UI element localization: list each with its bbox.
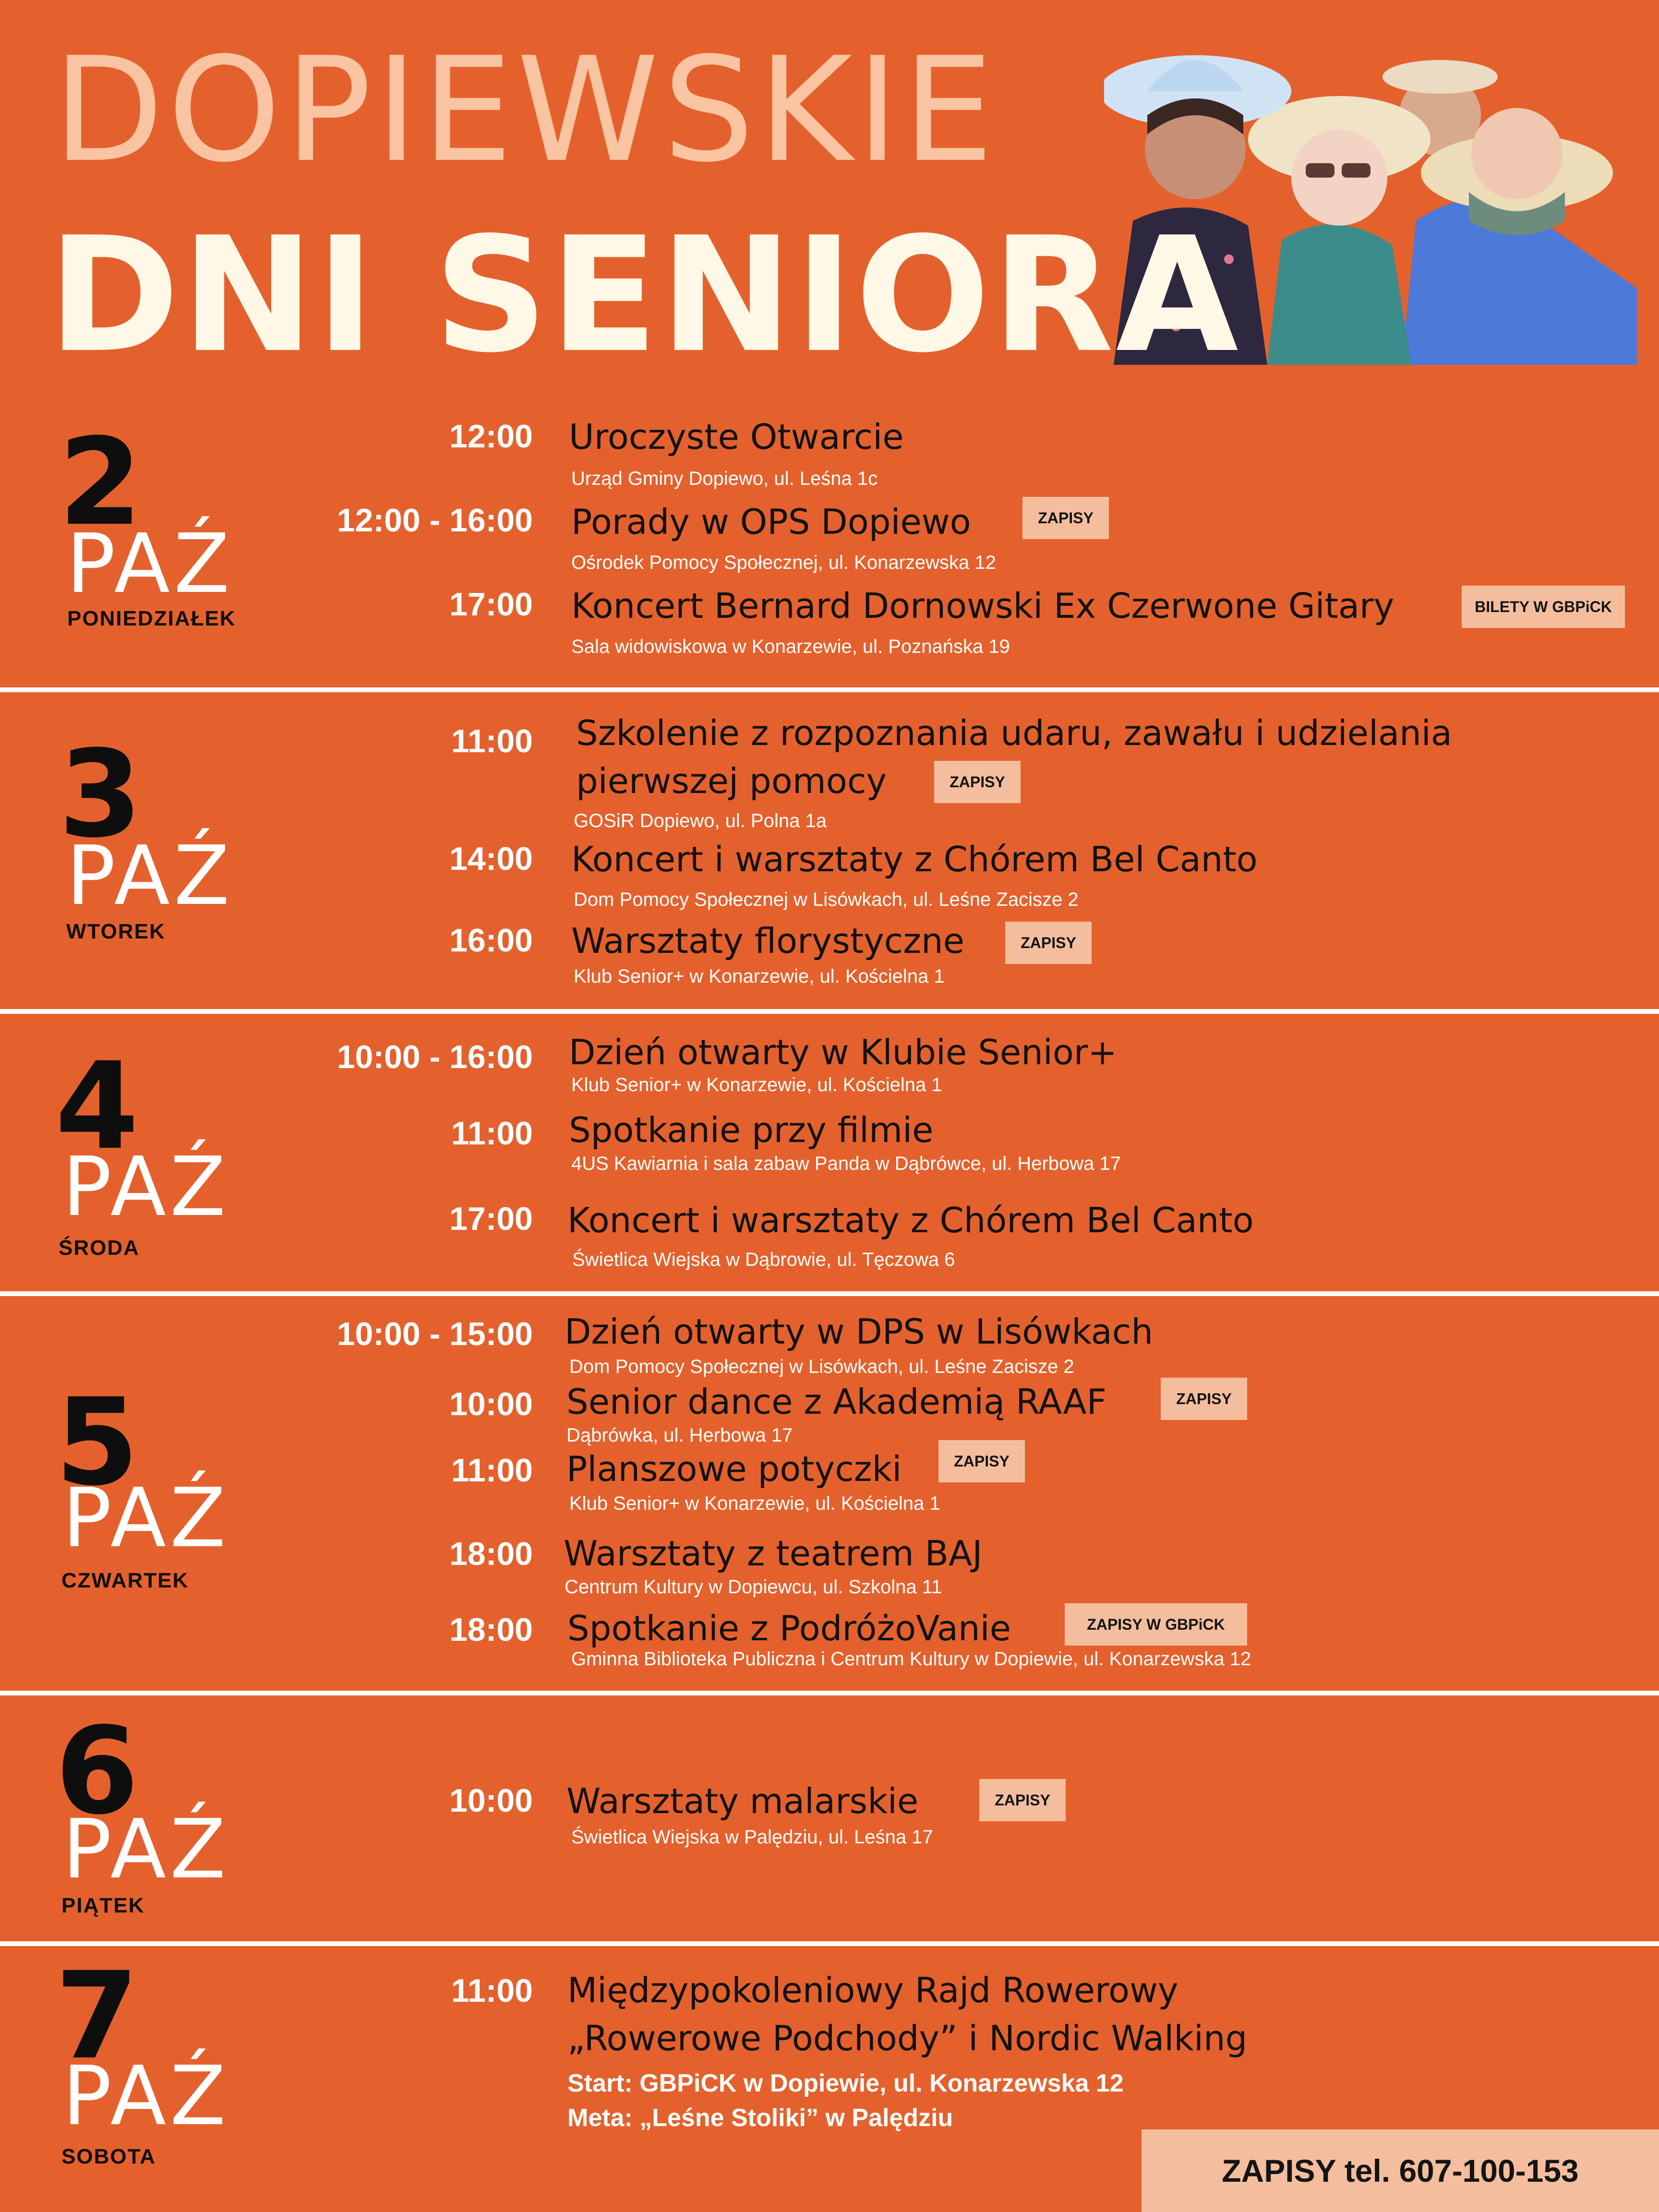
day-separator [0, 1291, 1659, 1296]
event-time: 10:00 [449, 1782, 533, 1819]
event-title: Dzień otwarty w DPS w Lisówkach [565, 1311, 1154, 1352]
event-title: Spotkanie przy filmie [569, 1110, 934, 1150]
day-weekday: ŚRODA [59, 1236, 140, 1260]
title-line-2: DNI SENIORA [48, 203, 1240, 387]
event-title: Planszowe potyczki [566, 1449, 902, 1489]
event-title: Warsztaty z teatrem BAJ [564, 1533, 983, 1574]
day-month: PAŹ [66, 829, 234, 924]
event-title: Koncert i warsztaty z Chórem Bel Canto [571, 839, 1258, 879]
day-month: PAŹ [62, 1140, 230, 1235]
day-month: PAŹ [62, 1471, 230, 1566]
day-number: 7 [55, 1946, 139, 2086]
event-location: Dom Pomocy Społecznej w Lisówkach, ul. Leśne Zacisze 2 [569, 1356, 1074, 1377]
event-title: Warsztaty malarskie [566, 1781, 919, 1821]
signup-badge: ZAPISY [938, 1440, 1025, 1482]
event-time: 10:00 - 15:00 [337, 1316, 533, 1352]
day-weekday: PONIEDZIAŁEK [67, 607, 236, 630]
event-location: Ośrodek Pomocy Społecznej, ul. Konarzewska 12 [571, 552, 996, 573]
event-time: 10:00 - 16:00 [337, 1039, 533, 1075]
day-number: 3 [59, 724, 142, 864]
event-location: Dąbrówka, ul. Herbowa 17 [566, 1425, 793, 1446]
day-month: PAŹ [66, 517, 234, 612]
event-time: 18:00 [449, 1611, 533, 1648]
day-number: 4 [55, 1036, 139, 1176]
day-weekday: PIĄTEK [61, 1894, 145, 1917]
event-location: Centrum Kultury w Dopiewcu, ul. Szkolna 11 [565, 1576, 942, 1598]
event-time: 17:00 [449, 1201, 533, 1237]
event-location: 4US Kawiarnia i sala zabaw Panda w Dąbrówce, ul. Herbowa 17 [571, 1153, 1121, 1174]
event-location: Dom Pomocy Społecznej w Lisówkach, ul. Leśne Zacisze 2 [574, 889, 1079, 910]
event-time: 11:00 [451, 1972, 533, 2009]
event-location: Sala widowiskowa w Konarzewie, ul. Poznańska 19 [571, 636, 1010, 657]
event-meta: Meta: „Leśne Stoliki” w Palędziu [567, 2104, 953, 2132]
event-location: Klub Senior+ w Konarzewie, ul. Kościelna 1 [569, 1493, 940, 1514]
event-time: 18:00 [449, 1536, 533, 1572]
event-start: Start: GBPiCK w Dopiewie, ul. Konarzewska 12 [567, 2069, 1124, 2097]
day-weekday: SOBOTA [61, 2145, 156, 2168]
day-number: 2 [59, 412, 142, 552]
event-title: Spotkanie z PodróżoVanie [567, 1608, 1011, 1648]
event-location: Świetlica Wiejska w Dąbrowie, ul. Tęczowa 6 [572, 1249, 955, 1270]
day-month: PAŹ [62, 2049, 230, 2144]
event-title-line-2: pierwszej pomocy [576, 761, 887, 801]
event-location: GOSiR Dopiewo, ul. Polna 1a [574, 810, 827, 831]
event-title: Szkolenie z rozpoznania udaru, zawału i udzielania [576, 713, 1452, 753]
event-location: Gminna Biblioteka Publiczna i Centrum Kultury w Dopiewie, ul. Konarzewska 12 [571, 1648, 1251, 1670]
signup-badge: ZAPISY [979, 1779, 1066, 1821]
day-weekday: WTOREK [66, 920, 166, 943]
signup-badge: ZAPISY [934, 761, 1021, 803]
title-line-1: DOPIEWSKIE [53, 26, 998, 194]
day-month: PAŹ [62, 1802, 230, 1897]
day-weekday: CZWARTEK [61, 1569, 189, 1592]
signup-badge: ZAPISY [1161, 1378, 1247, 1420]
event-location: Klub Senior+ w Konarzewie, ul. Kościelna 1 [571, 1074, 942, 1095]
event-time: 12:00 [449, 418, 533, 455]
event-title: Międzypokoleniowy Rajd Rowerowy [567, 1970, 1178, 2010]
event-location: Urząd Gminy Dopiewo, ul. Leśna 1c [571, 468, 878, 489]
day-number: 6 [55, 1701, 139, 1841]
event-title-line-2: „Rowerowe Podchody” i Nordic Walking [567, 2018, 1248, 2058]
event-time: 11:00 [451, 1115, 533, 1152]
day-separator [0, 687, 1659, 692]
day-number: 5 [55, 1372, 139, 1512]
day-separator [0, 1691, 1659, 1695]
event-location: Klub Senior+ w Konarzewie, ul. Kościelna 1 [574, 966, 945, 987]
signup-badge: ZAPISY W GBPiCK [1065, 1603, 1247, 1646]
event-time: 11:00 [451, 723, 533, 759]
event-title: Porady w OPS Dopiewo [571, 502, 971, 542]
event-location: Świetlica Wiejska w Palędziu, ul. Leśna 17 [571, 1827, 933, 1848]
event-title: Koncert i warsztaty z Chórem Bel Canto [567, 1200, 1254, 1240]
signup-phone: ZAPISY tel. 607-100-153 [1222, 2153, 1579, 2188]
event-title: Warsztaty florystyczne [571, 921, 964, 961]
event-title: Dzień otwarty w Klubie Senior+ [569, 1032, 1117, 1072]
event-time: 14:00 [449, 841, 533, 877]
day-separator [0, 1009, 1659, 1014]
event-title: Senior dance z Akademią RAAF [566, 1382, 1107, 1422]
event-time: 10:00 [449, 1386, 533, 1422]
event-title: Uroczyste Otwarcie [569, 417, 904, 457]
signup-badge: ZAPISY [1005, 922, 1092, 964]
event-time: 12:00 - 16:00 [337, 502, 533, 539]
tickets-badge: BILETY W GBPiCK [1462, 586, 1625, 628]
event-time: 11:00 [451, 1452, 533, 1489]
event-time: 17:00 [449, 586, 533, 623]
signup-badge: ZAPISY [1022, 497, 1109, 539]
event-title: Koncert Bernard Dornowski Ex Czerwone Gitary [571, 586, 1395, 626]
event-time: 16:00 [449, 922, 533, 959]
day-separator [0, 1941, 1659, 1946]
